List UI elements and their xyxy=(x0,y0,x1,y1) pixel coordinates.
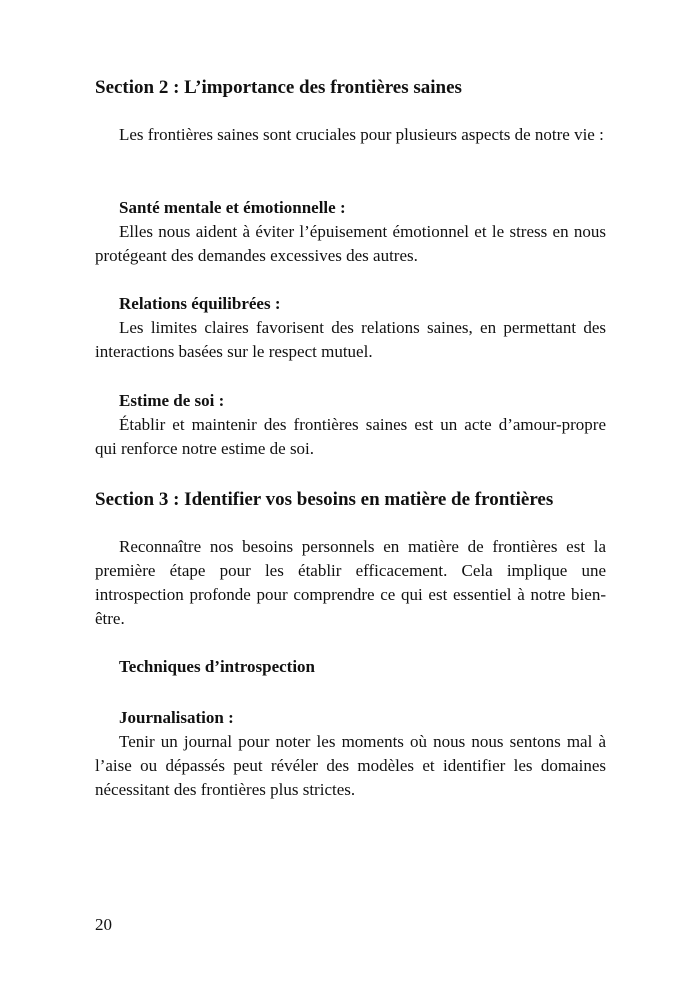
section-3-heading: Section 3 : Identifier vos besoins en matière de frontières xyxy=(95,489,554,510)
paragraph-journaling: Tenir un journal pour noter les moments où nous nous sentons mal à l’aise ou dépassés peut révéler des modèles et identifier les domaines nécessitant des frontières plus strictes. xyxy=(95,732,606,799)
subheading-balanced-relations: Relations équilibrées : xyxy=(119,294,281,313)
section-2-heading: Section 2 : L’importance des frontières saines xyxy=(95,77,462,98)
subheading-self-esteem: Estime de soi : xyxy=(119,391,225,410)
book-page xyxy=(95,0,606,992)
paragraph-self-esteem: Établir et maintenir des frontières saines est un acte d’amour-propre qui renforce notre estime de soi. xyxy=(95,415,606,458)
paragraph-mental-health: Elles nous aident à éviter l’épuisement émotionnel et le stress en nous protégeant des demandes excessives des autres. xyxy=(95,222,606,265)
paragraph-balanced-relations: Les limites claires favorisent des relations saines, en permettant des interactions basées sur le respect mutuel. xyxy=(95,318,606,361)
subheading-journaling: Journalisation : xyxy=(119,708,234,727)
subheading-mental-health: Santé mentale et émotionnelle : xyxy=(119,198,346,217)
section-3-intro: Reconnaître nos besoins personnels en matière de frontières est la première étape pour les établir efficacement. Cela implique une introspection profonde pour comprendre ce qui est essentiel à notre bien-être. xyxy=(95,537,606,628)
subheading-introspection-techniques: Techniques d’introspection xyxy=(119,657,316,676)
page-number: 20 xyxy=(95,915,112,934)
section-2-intro: Les frontières saines sont cruciales pour plusieurs aspects de notre vie : xyxy=(119,125,604,144)
